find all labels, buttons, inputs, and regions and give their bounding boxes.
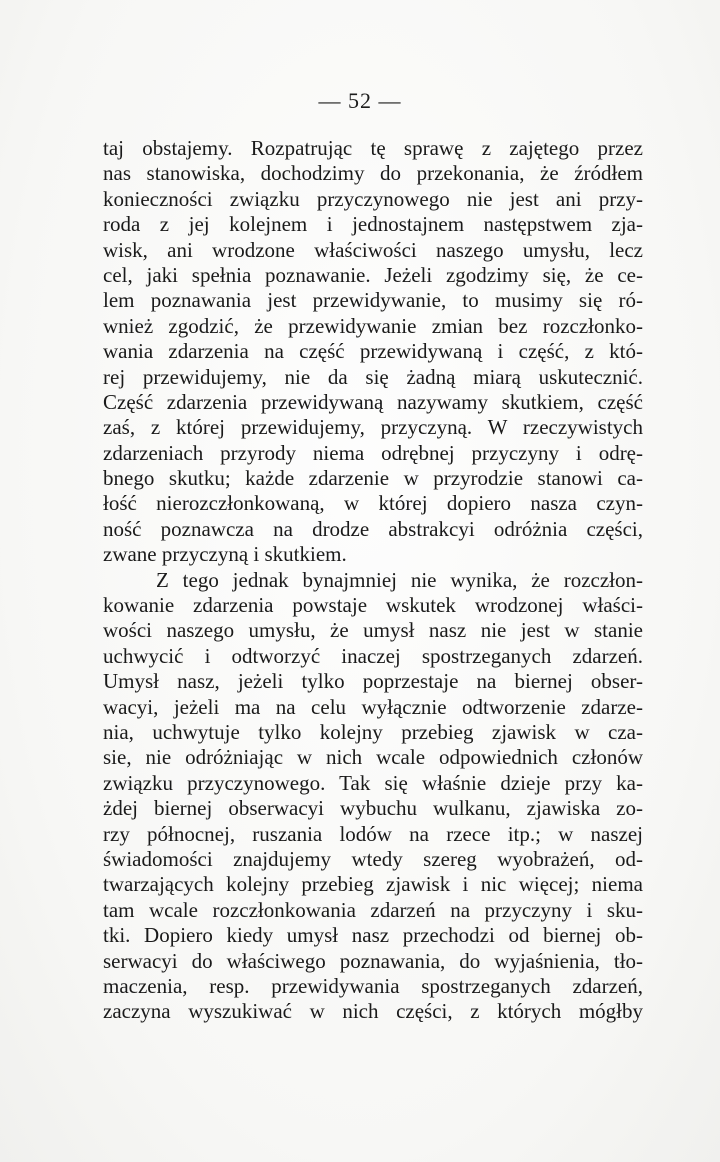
- text-line: łość nierozczłonkowaną, w której dopiero nasza czyn-: [103, 491, 643, 516]
- text-line: zaś, z której przewidujemy, przyczyną. W rzeczywistych: [103, 415, 643, 440]
- text-line: Część zdarzenia przewidywaną nazywamy skutkiem, część: [103, 389, 643, 414]
- text-line: tam wcale rozczłonkowania zdarzeń na przyczyny i sku-: [103, 897, 643, 922]
- text-line: bnego skutku; każde zdarzenie w przyrodzie stanowi ca-: [103, 466, 643, 491]
- text-line: roda z jej kolejnem i jednostajnem następstwem zja-: [103, 212, 643, 237]
- text-line: cel, jaki spełnia poznawanie. Jeżeli zgodzimy się, że ce-: [103, 262, 643, 287]
- text-line: lem poznawania jest przewidywanie, to musimy się ró-: [103, 288, 643, 313]
- text-line: maczenia, resp. przewidywania spostrzeganych zdarzeń,: [103, 973, 643, 998]
- text-line: zaczyna wyszukiwać w nich części, z których mógłby: [103, 999, 643, 1024]
- text-line: świadomości znajdujemy wtedy szereg wyobrażeń, od-: [103, 846, 643, 871]
- text-line: rej przewidujemy, nie da się żadną miarą uskutecznić.: [103, 364, 643, 389]
- page-number: — 52 —: [318, 88, 402, 113]
- text-line: uchwycić i odtworzyć inaczej spostrzeganych zdarzeń.: [103, 643, 643, 668]
- text-line: Z tego jednak bynajmniej nie wynika, że rozczłon-: [156, 567, 643, 592]
- text-line: sie, nie odróżniając w nich wcale odpowiednich członów: [103, 745, 643, 770]
- text-line: nas stanowiska, dochodzimy do przekonania, że źródłem: [103, 161, 643, 186]
- body-text: [103, 136, 643, 1025]
- text-line: wisk, ani wrodzone właściwości naszego umysłu, lecz: [103, 237, 643, 262]
- text-line: wości naszego umysłu, że umysł nasz nie jest w stanie: [103, 618, 643, 643]
- text-line: żdej biernej obserwacyi wybuchu wulkanu, zjawiska zo-: [103, 796, 643, 821]
- text-line: nia, uchwytuje tylko kolejny przebieg zjawisk w cza-: [103, 719, 643, 744]
- text-line: Umysł nasz, jeżeli tylko poprzestaje na biernej obser-: [103, 669, 643, 694]
- text-line: tki. Dopiero kiedy umysł nasz przechodzi od biernej ob-: [103, 923, 643, 948]
- text-line: twarzających kolejny przebieg zjawisk i nic więcej; niema: [103, 872, 643, 897]
- text-line: wania zdarzenia na część przewidywaną i część, z któ-: [103, 339, 643, 364]
- text-line: rzy północnej, ruszania lodów na rzece itp.; w naszej: [103, 821, 643, 846]
- text-line: ność poznawcza na drodze abstrakcyi odróżnia części,: [103, 516, 643, 541]
- text-line: konieczności związku przyczynowego nie jest ani przy-: [103, 186, 643, 211]
- text-line: zwane przyczyną i skutkiem.: [103, 542, 347, 567]
- text-line: kowanie zdarzenia powstaje wskutek wrodzonej właści-: [103, 593, 643, 618]
- text-line: zdarzeniach przyrody niema odrębnej przyczyny i odrę-: [103, 440, 643, 465]
- text-line: wnież zgodzić, że przewidywanie zmian bez rozczłonko-: [103, 313, 643, 338]
- text-line: wacyi, jeżeli ma na celu wyłącznie odtworzenie zdarze-: [103, 694, 643, 719]
- text-line: taj obstajemy. Rozpatrując tę sprawę z zajętego przez: [103, 136, 643, 160]
- text-line: serwacyi do właściwego poznawania, do wyjaśnienia, tło-: [103, 948, 643, 973]
- text-line: związku przyczynowego. Tak się właśnie dzieje przy ka-: [103, 770, 643, 795]
